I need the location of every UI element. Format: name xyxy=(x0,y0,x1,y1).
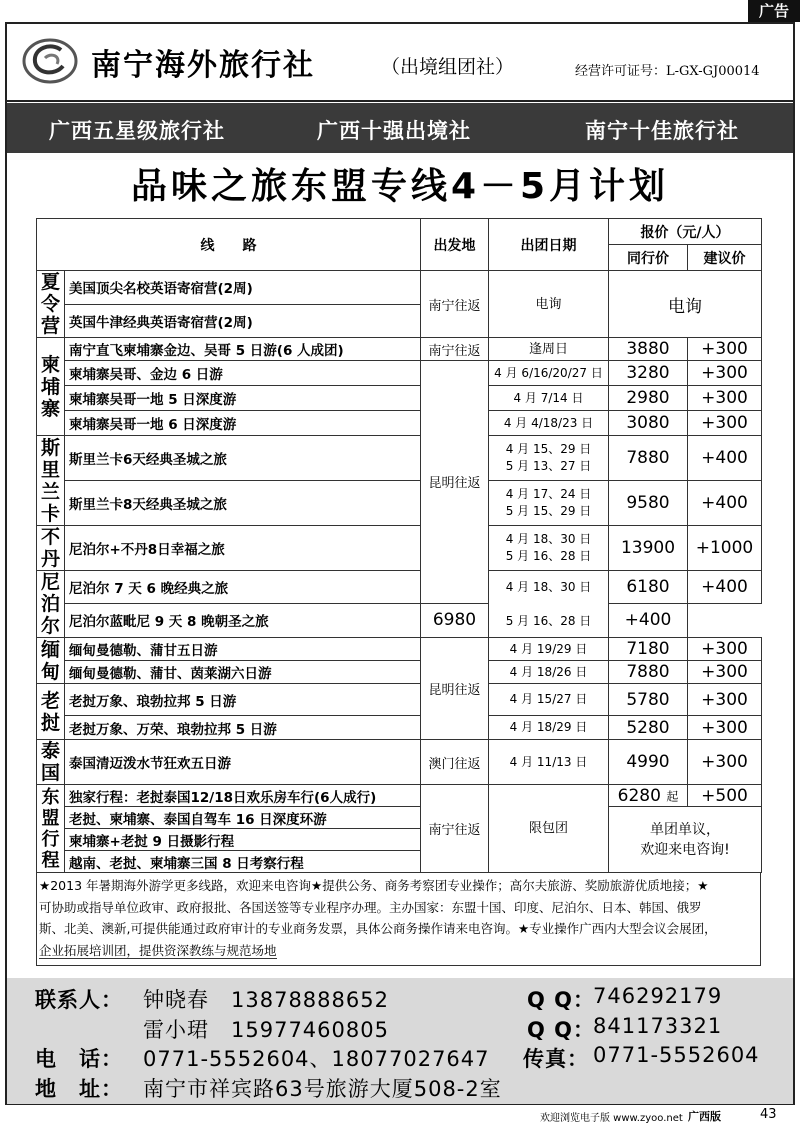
header-peer-price: 同行价 xyxy=(609,245,688,271)
header-route: 线 路 xyxy=(37,219,421,271)
departure-date: 4 月 7/14 日 xyxy=(489,386,609,411)
table-row xyxy=(37,411,762,436)
fax-number: 0771-5552604 xyxy=(593,1043,760,1067)
route-name: 柬埔寨+老挝 9 日摄影行程 xyxy=(65,829,421,851)
departure-date: 电询 xyxy=(489,271,609,338)
route-name: 泰国清迈泼水节狂欢五日游 xyxy=(65,740,421,785)
contact-person-label: 联系人： xyxy=(35,988,123,1012)
departure-city: 昆明往返 xyxy=(421,361,489,604)
route-name: 南宁直飞柬埔寨金边、吴哥 5 日游(6 人成团) xyxy=(65,338,421,361)
table-row xyxy=(37,436,762,481)
price-inquiry: 电询 xyxy=(609,271,762,338)
note-line: 斯、北美、澳新,可提供能通过政府审计的专业商务发票，具体公商务操作请来电咨询。★专业操作广西内大型会议会展团， xyxy=(39,921,717,936)
footer-edition: 广西版 xyxy=(688,1110,721,1123)
note-line: 可协助或指导单位政审、政府报批、各国送签等专业程序办理。主办国家：东盟十国、印度、尼泊尔、日本、韩国、俄罗 xyxy=(39,899,702,915)
peer-price: 13900 xyxy=(609,526,688,571)
note-line: ★2013 年暑期海外游学更多线路，欢迎来电咨询★提供公务、商务考察团专业操作；高尔夫旅游、奖励旅游优质地接；★ xyxy=(39,878,709,893)
departure-city: 南宁往返 xyxy=(421,338,489,361)
category-cambodia: 柬埔寨 xyxy=(37,338,65,436)
category-summer-camp: 夏令营 xyxy=(37,271,65,338)
itinerary-table xyxy=(36,218,762,873)
contact-section xyxy=(7,978,793,1104)
route-name: 尼泊尔+不丹8日幸福之旅 xyxy=(65,526,421,571)
header-dates: 出团日期 xyxy=(489,219,609,271)
peer-price: 9580 xyxy=(609,481,688,526)
peer-price: 7880 xyxy=(609,436,688,481)
departure-date: 4 月 18、30 日 5 月 16、28 日 xyxy=(489,571,609,638)
departure-date: 4 月 19/29 日 xyxy=(489,638,609,661)
route-name: 越南、老挝、柬埔寨三国 8 日考察行程 xyxy=(65,851,421,873)
category-laos: 老挝 xyxy=(37,684,65,740)
departure-city: 南宁往返 xyxy=(421,271,489,338)
departure-date: 4 月 18、30 日 5 月 16、28 日 xyxy=(489,526,609,571)
table-row xyxy=(37,338,762,361)
suggest-price: +300 xyxy=(688,638,762,661)
qq-label: Q Q： xyxy=(527,988,596,1012)
ad-tag: 广告 xyxy=(748,0,800,22)
table-row xyxy=(37,386,762,411)
table-row xyxy=(37,638,762,661)
suggest-price: +400 xyxy=(609,603,688,637)
departure-date: 4 月 18/29 日 xyxy=(489,716,609,740)
route-name: 美国顶尖名校英语寄宿营(2周) xyxy=(65,271,421,305)
license-number: 经营许可证号：L-GX-GJ00014 xyxy=(575,64,760,79)
agency-header xyxy=(7,24,793,102)
suggest-price: +300 xyxy=(688,716,762,740)
departure-date: 4 月 11/13 日 xyxy=(489,740,609,785)
category-asean: 东盟行程 xyxy=(37,785,65,873)
page-title: 品味之旅东盟专线4－5月计划 xyxy=(130,166,670,207)
note-line: 企业拓展培训团，提供资深教练与规范场地 xyxy=(39,942,277,958)
route-name: 柬埔寨吴哥一地 6 日深度游 xyxy=(65,411,421,436)
page-footer xyxy=(0,1106,800,1125)
peer-price: 3880 xyxy=(609,338,688,361)
header-price: 报价（元/人） xyxy=(609,219,762,245)
table-row xyxy=(37,785,762,807)
address: 南宁市祥宾路63号旅游大厦508-2室 xyxy=(143,1077,502,1101)
suggest-price: +400 xyxy=(688,436,762,481)
table-row xyxy=(37,571,762,604)
departure-city: 澳门往返 xyxy=(421,740,489,785)
table-row xyxy=(37,603,762,637)
category-thailand: 泰国 xyxy=(37,740,65,785)
route-name: 尼泊尔蓝毗尼 9 天 8 晚朝圣之旅 xyxy=(65,603,421,637)
qq-1: 746292179 xyxy=(593,984,723,1008)
peer-price: 5280 xyxy=(609,716,688,740)
address-label: 地 址： xyxy=(35,1077,123,1101)
table-row xyxy=(37,361,762,386)
table-row xyxy=(37,526,762,571)
peer-price: 6180 xyxy=(609,571,688,604)
route-name: 老挝、柬埔寨、泰国自驾车 16 日深度环游 xyxy=(65,807,421,829)
suggest-price: +300 xyxy=(688,361,762,386)
honor-1: 广西五星级旅行社 xyxy=(49,119,225,143)
route-name: 英国牛津经典英语寄宿营(2周) xyxy=(65,304,421,338)
fax-label: 传真： xyxy=(523,1047,589,1071)
departure-city: 南宁往返 xyxy=(421,785,489,873)
suggest-price: +400 xyxy=(688,571,762,604)
suggest-price: +1000 xyxy=(688,526,762,571)
route-name: 独家行程：老挝泰国12/18日欢乐房车行(6人成行) xyxy=(65,785,421,807)
category-bhutan: 不丹 xyxy=(37,526,65,571)
suggest-price: +300 xyxy=(688,338,762,361)
phone-label: 电 话： xyxy=(35,1047,123,1071)
route-name: 斯里兰卡6天经典圣城之旅 xyxy=(65,436,421,481)
route-name: 斯里兰卡8天经典圣城之旅 xyxy=(65,481,421,526)
peer-price: 6980 xyxy=(421,603,489,637)
route-name: 柬埔寨吴哥一地 5 日深度游 xyxy=(65,386,421,411)
honor-2: 广西十强出境社 xyxy=(317,119,471,143)
phone-number: 0771-5552604、18077027647 xyxy=(143,1047,490,1071)
service-notes xyxy=(36,873,761,966)
peer-price: 3080 xyxy=(609,411,688,436)
suggest-price: +300 xyxy=(688,684,762,716)
table-row xyxy=(37,271,762,305)
category-myanmar: 缅甸 xyxy=(37,638,65,684)
peer-price: 5780 xyxy=(609,684,688,716)
peer-price: 6280 起 xyxy=(609,785,688,807)
departure-date: 4 月 15、29 日 5 月 13、27 日 xyxy=(489,436,609,481)
page-number: 43 xyxy=(760,1107,777,1122)
peer-price: 7180 xyxy=(609,638,688,661)
contact-person-1: 钟晓春 13878888652 xyxy=(143,988,389,1012)
peer-price: 7880 xyxy=(609,661,688,684)
table-row xyxy=(37,807,762,829)
peer-price: 4990 xyxy=(609,740,688,785)
qq-2: 841173321 xyxy=(593,1014,723,1038)
route-name: 缅甸曼德勒、蒲甘、茵莱湖六日游 xyxy=(65,661,421,684)
agency-subtitle: （出境组团社） xyxy=(381,56,515,78)
route-name: 老挝万象、万荣、琅勃拉邦 5 日游 xyxy=(65,716,421,740)
suggest-price: +300 xyxy=(688,411,762,436)
qq-label: Q Q： xyxy=(527,1018,596,1042)
table-row xyxy=(37,716,762,740)
departure-date: 限包团 xyxy=(489,785,609,873)
asean-price-note: 单团单议， 欢迎来电咨询! xyxy=(609,807,762,873)
category-nepal: 尼泊尔 xyxy=(37,571,65,638)
contact-person-2: 雷小珺 15977460805 xyxy=(143,1018,389,1042)
agency-name: 南宁海外旅行社 xyxy=(91,48,315,83)
departure-date: 4 月 15/27 日 xyxy=(489,684,609,716)
suggest-price: +300 xyxy=(688,386,762,411)
departure-date: 4 月 6/16/20/27 日 xyxy=(489,361,609,386)
departure-city: 昆明往返 xyxy=(421,638,489,740)
suggest-price: +400 xyxy=(688,481,762,526)
header-suggest-price: 建议价 xyxy=(688,245,762,271)
departure-date: 4 月 17、24 日 5 月 15、29 日 xyxy=(489,481,609,526)
table-row xyxy=(37,481,762,526)
departure-date: 4 月 18/26 日 xyxy=(489,661,609,684)
category-sri-lanka: 斯里兰卡 xyxy=(37,436,65,526)
suggest-price: +300 xyxy=(688,661,762,684)
departure-date: 逢周日 xyxy=(489,338,609,361)
honor-3: 南宁十佳旅行社 xyxy=(585,119,739,143)
route-name: 老挝万象、琅勃拉邦 5 日游 xyxy=(65,684,421,716)
route-name: 尼泊尔 7 天 6 晚经典之旅 xyxy=(65,571,421,604)
honors-banner xyxy=(7,103,793,153)
table-row xyxy=(37,740,762,785)
table-row xyxy=(37,661,762,684)
table-row xyxy=(37,684,762,716)
route-name: 柬埔寨吴哥、金边 6 日游 xyxy=(65,361,421,386)
peer-price: 3280 xyxy=(609,361,688,386)
peer-price: 2980 xyxy=(609,386,688,411)
suggest-price: +300 xyxy=(688,740,762,785)
footer-website: 欢迎浏览电子版 www.zyoo.net xyxy=(540,1113,683,1124)
departure-date: 4 月 4/18/23 日 xyxy=(489,411,609,436)
route-name: 缅甸曼德勒、蒲甘五日游 xyxy=(65,638,421,661)
suggest-price: +500 xyxy=(688,785,762,807)
header-departure: 出发地 xyxy=(421,219,489,271)
agency-logo-icon xyxy=(21,36,79,86)
